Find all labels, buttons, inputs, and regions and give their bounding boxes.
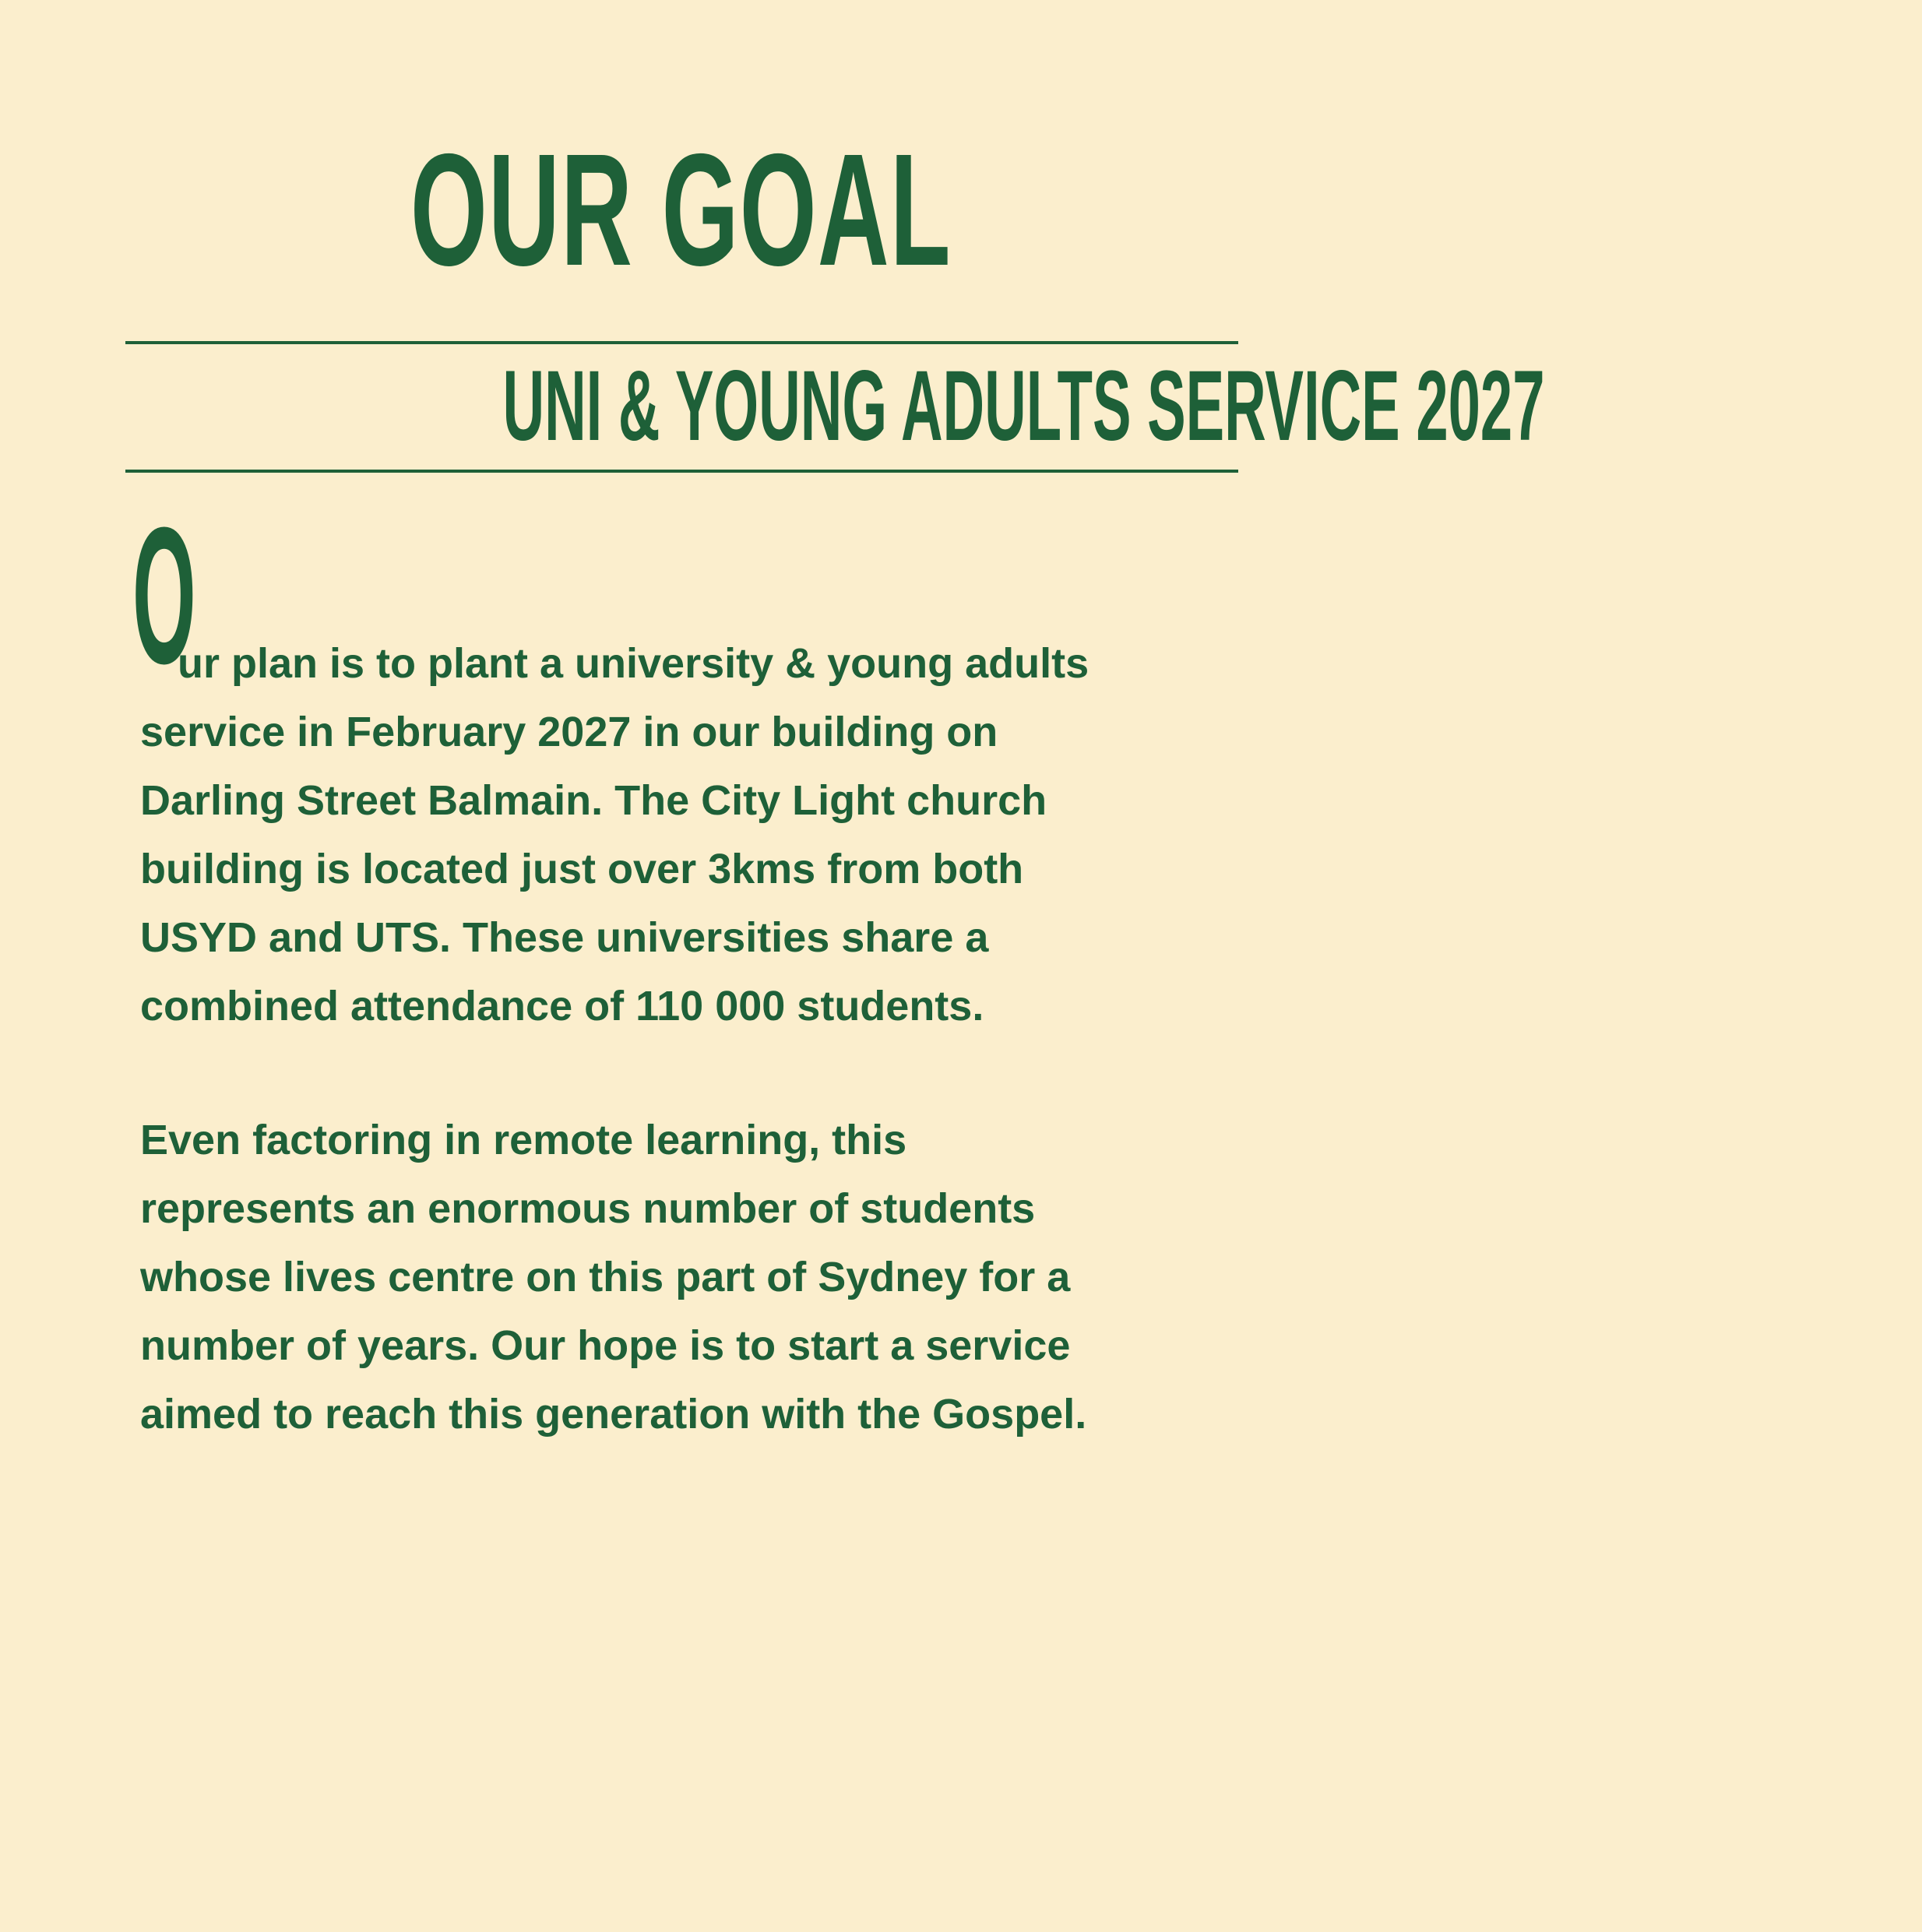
paragraph-1-line: building is located just over 3kms from both: [140, 846, 1024, 892]
paragraph-2-line: Even factoring in remote learning, this: [140, 1117, 907, 1163]
paragraph-1-line: USYD and UTS. These universities share a: [140, 914, 989, 961]
paragraph-2: [140, 1106, 1254, 1448]
page-subtitle: [125, 348, 1545, 465]
paragraph-1-line: service in February 2027 in our building on: [140, 709, 998, 755]
paragraph-2-line: number of years. Our hope is to start a service: [140, 1322, 1071, 1369]
paragraph-2-line: aimed to reach this generation with the Gospel.: [140, 1391, 1087, 1438]
bottom-divider: [125, 470, 1238, 473]
page-subtitle-text: UNI & YOUNG ADULTS SERVICE 2027: [502, 350, 1545, 462]
page-title: [0, 117, 1361, 304]
paragraph-2-line: whose lives centre on this part of Sydney for a: [140, 1254, 1071, 1300]
paragraph-2-line: represents an enormous number of students: [140, 1185, 1036, 1232]
top-divider: [125, 341, 1238, 344]
paragraph-1-line: combined attendance of 110 000 students.: [140, 983, 984, 1029]
page-title-text: OUR GOAL: [410, 121, 952, 299]
drop-cap-letter: O: [132, 487, 196, 704]
paragraph-1-line: ur plan is to plant a university & young adults: [178, 640, 1089, 687]
paragraph-1-line: Darling Street Balmain. The City Light church: [140, 777, 1047, 824]
paragraph-1: [140, 629, 1254, 1040]
